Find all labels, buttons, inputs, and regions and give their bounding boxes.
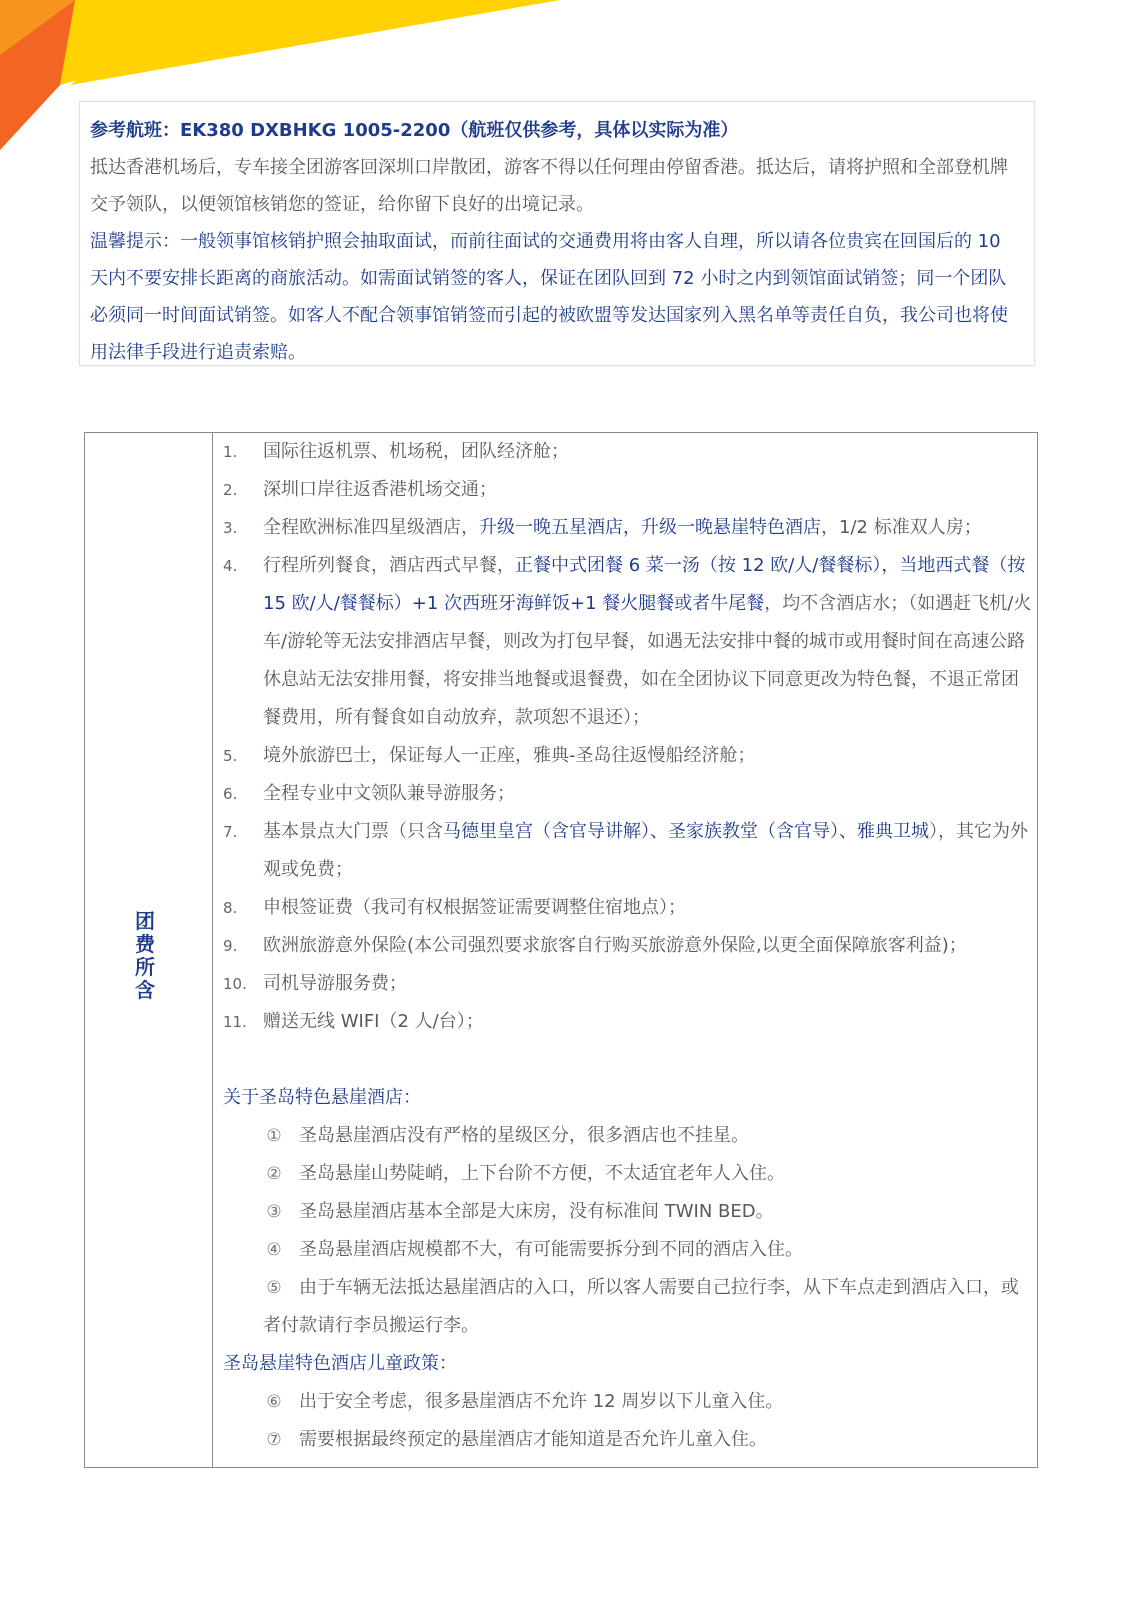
item-text: 赠送无线 WIFI（2 人/台）； xyxy=(263,1011,484,1032)
note-marker: ⑦ xyxy=(266,1430,282,1450)
item-text: 基本景点大门票（只含 xyxy=(263,821,443,842)
item-text: ，均不含酒店水；（如遇赶飞机/火车/游轮等无法安排酒店早餐，则改为打包早餐，如遇无法安排中餐的城市或用餐时间在高速公路休息站无法安排用餐，将安排当地餐或退餐费，如在全团协议下同意更改为特色餐，不退正常团餐费用，所有餐食如自动放弃，款项恕不退还）； xyxy=(263,593,1032,728)
item-text: 全程专业中文领队兼导游服务； xyxy=(263,783,515,804)
item-text: 行程所列餐食，酒店西式早餐， xyxy=(263,555,515,576)
note-item xyxy=(223,1193,1033,1231)
item-text: 境外旅游巴士，保证每人一正座，雅典-圣岛往返慢船经济舱； xyxy=(263,745,756,766)
note-text: 出于安全考虑，很多悬崖酒店不允许 12 周岁以下儿童入住。 xyxy=(299,1391,784,1412)
item-number: 3. xyxy=(223,519,238,537)
item-highlight: 正餐中式团餐 6 菜一汤（按 12 欧/人/餐餐标），当地西式餐（按 15 欧/人/餐餐标）+1 次西班牙海鲜饭+1 餐火腿餐或者牛尾餐 xyxy=(263,555,1026,614)
arrival-text: 抵达香港机场后，专车接全团游客回深圳口岸散团，游客不得以任何理由停留香港。抵达后，请将护照和全部登机牌交予领队，以便领馆核销您的签证，给你留下良好的出境记录。 xyxy=(90,157,1008,215)
note-marker: ① xyxy=(266,1126,282,1146)
item-text: ，1/2 标准双人房； xyxy=(821,517,982,538)
flight-notice-box xyxy=(79,101,1035,366)
item-highlight: 升级一晚五星酒店，升级一晚悬崖特色酒店 xyxy=(479,517,821,538)
note-text: 圣岛悬崖酒店基本全部是大床房，没有标准间 TWIN BED。 xyxy=(299,1201,774,1222)
note-text: 圣岛悬崖山势陡峭，上下台阶不方便，不太适宜老年人入住。 xyxy=(299,1163,785,1184)
note-text: 圣岛悬崖酒店规模都不大，有可能需要拆分到不同的酒店入住。 xyxy=(299,1239,803,1260)
spacer xyxy=(223,1041,1033,1079)
item-number: 8. xyxy=(223,899,238,917)
item-number: 7. xyxy=(223,823,238,841)
note-item xyxy=(223,1421,1033,1459)
note-item xyxy=(223,1117,1033,1155)
item-number: 10. xyxy=(223,975,247,993)
item-text: 欧洲旅游意外保险(本公司强烈要求旅客自行购买旅游意外保险,以更全面保障旅客利益)； xyxy=(263,935,967,956)
section-label: 团费所含 xyxy=(135,909,155,1002)
label-cell xyxy=(85,433,213,1467)
item-number: 11. xyxy=(223,1013,247,1031)
note-item xyxy=(223,1155,1033,1193)
note-marker: ⑤ xyxy=(266,1278,282,1298)
item-number: 4. xyxy=(223,557,238,575)
list-item xyxy=(223,509,1033,547)
item-text: 国际往返机票、机场税，团队经济舱； xyxy=(263,441,569,462)
list-item xyxy=(223,775,1033,813)
item-text: 司机导游服务费； xyxy=(263,973,407,994)
flight-info: 参考航班：EK380 DXBHKG 1005-2200（航班仅供参考，具体以实际为准） xyxy=(90,120,739,141)
list-item xyxy=(223,813,1033,889)
list-item xyxy=(223,965,1033,1003)
note-marker: ③ xyxy=(266,1202,282,1222)
list-item xyxy=(223,737,1033,775)
note-item xyxy=(223,1383,1033,1421)
item-number: 2. xyxy=(223,481,238,499)
item-number: 6. xyxy=(223,785,238,803)
note-item xyxy=(223,1269,1033,1345)
item-number: 9. xyxy=(223,937,238,955)
note-text: 需要根据最终预定的悬崖酒店才能知道是否允许儿童入住。 xyxy=(299,1429,767,1450)
included-fees-table xyxy=(84,432,1038,1468)
list-item xyxy=(223,889,1033,927)
list-item xyxy=(223,927,1033,965)
note-marker: ② xyxy=(266,1164,282,1184)
child-policy-heading: 圣岛悬崖特色酒店儿童政策： xyxy=(223,1353,457,1374)
list-item xyxy=(223,433,1033,471)
item-highlight: 马德里皇宫（含官导讲解）、圣家族教堂（含官导）、雅典卫城 xyxy=(443,821,929,842)
note-item xyxy=(223,1231,1033,1269)
warm-tip: 温馨提示：一般领事馆核销护照会抽取面试，而前往面试的交通费用将由客人自理，所以请各位贵宾在回国后的 10 天内不要安排长距离的商旅活动。如需面试销签的客人，保证在团队回到 72 小时之内到领馆面试销签；同一个团队必须同一时间面试销签。如客人不配合领事馆销签而引起的被欧盟等发达国家列入黑名单等责任自负，我公司也将使用法律手段进行追责索赔。 xyxy=(90,231,1008,363)
note-text: 圣岛悬崖酒店没有严格的星级区分，很多酒店也不挂星。 xyxy=(299,1125,749,1146)
cliff-hotel-heading: 关于圣岛特色悬崖酒店： xyxy=(223,1087,421,1108)
item-text: 申根签证费（我司有权根据签证需要调整住宿地点）； xyxy=(263,897,686,918)
list-item xyxy=(223,1003,1033,1041)
note-marker: ⑥ xyxy=(266,1392,282,1412)
item-number: 5. xyxy=(223,747,238,765)
note-marker: ④ xyxy=(266,1240,282,1260)
item-text: 全程欧洲标准四星级酒店， xyxy=(263,517,479,538)
item-number: 1. xyxy=(223,443,238,461)
item-text: 深圳口岸往返香港机场交通； xyxy=(263,479,497,500)
list-item xyxy=(223,471,1033,509)
list-item xyxy=(223,547,1033,737)
note-text: 由于车辆无法抵达悬崖酒店的入口，所以客人需要自己拉行李，从下车点走到酒店入口，或者付款请行李员搬运行李。 xyxy=(263,1277,1019,1336)
item-text: ），其它为外观或免费； xyxy=(263,821,1028,880)
included-list xyxy=(223,433,1033,1459)
